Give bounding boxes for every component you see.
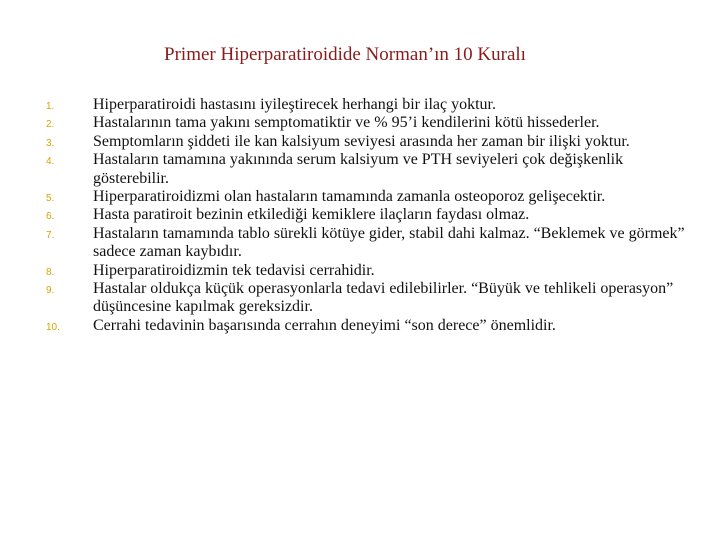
rule-item-5 xyxy=(0,188,720,206)
rule-item-4 xyxy=(0,151,720,188)
rule-item-3 xyxy=(0,133,720,151)
rule-number: 5. xyxy=(46,193,55,205)
rule-item-2 xyxy=(0,114,720,132)
rule-item-10 xyxy=(0,317,720,335)
rule-text: Cerrahi tedavinin başarısında cerrahın deneyimi “son derece” önemlidir. xyxy=(93,316,556,334)
rule-item-7 xyxy=(0,225,720,262)
rule-number: 10. xyxy=(46,321,60,333)
rule-item-6 xyxy=(0,206,720,224)
rule-text: Hastalar oldukça küçük operasyonlarla tedavi edilebilirler. “Büyük ve tehlikeli operasyon” düşüncesine kapılmak gereksizdir. xyxy=(93,280,674,316)
rule-number: 1. xyxy=(46,101,55,112)
rule-text: Semptomların şiddeti ile kan kalsiyum seviyesi arasında her zaman bir ilişki yoktur. xyxy=(93,132,630,150)
rule-item-8 xyxy=(0,262,720,280)
rule-item-9 xyxy=(0,280,720,317)
rule-text: Hasta paratiroit bezinin etkilediği kemiklere ilaçların faydası olmaz. xyxy=(93,206,530,224)
rule-text: Hastaların tamamında tablo sürekli kötüye gider, stabil dahi kalmaz. “Beklemek ve görmek” sadece zaman kaybıdır. xyxy=(93,224,685,261)
slide-title: Primer Hiperparatiroidide Norman’ın 10 Kuralı xyxy=(164,44,526,65)
rule-number: 4. xyxy=(46,156,55,168)
rule-text: Hiperparatiroidi hastasını iyileştirecek herhangi bir ilaç yoktur. xyxy=(93,96,496,113)
rule-text: Hiperparatiroidizmi olan hastaların tamamında zamanla osteoporoz gelişecektir. xyxy=(93,188,606,206)
rule-number: 3. xyxy=(46,137,55,149)
rule-text: Hiperparatiroidizmin tek tedavisi cerrahidir. xyxy=(93,261,375,279)
rule-number: 6. xyxy=(46,211,55,223)
rule-number: 9. xyxy=(46,285,55,297)
rule-text: Hastalarının tama yakını semptomatiktir ve % 95’i kendilerini kötü hissederler. xyxy=(93,114,600,132)
rules-list xyxy=(0,96,720,335)
rule-text: Hastaların tamamına yakınında serum kalsiyum ve PTH seviyeleri çok değişkenlik gösterebilir. xyxy=(93,151,624,187)
rule-number: 7. xyxy=(46,229,55,241)
rule-number: 8. xyxy=(46,266,55,278)
rule-number: 2. xyxy=(46,119,55,131)
rule-item-1 xyxy=(0,96,720,114)
